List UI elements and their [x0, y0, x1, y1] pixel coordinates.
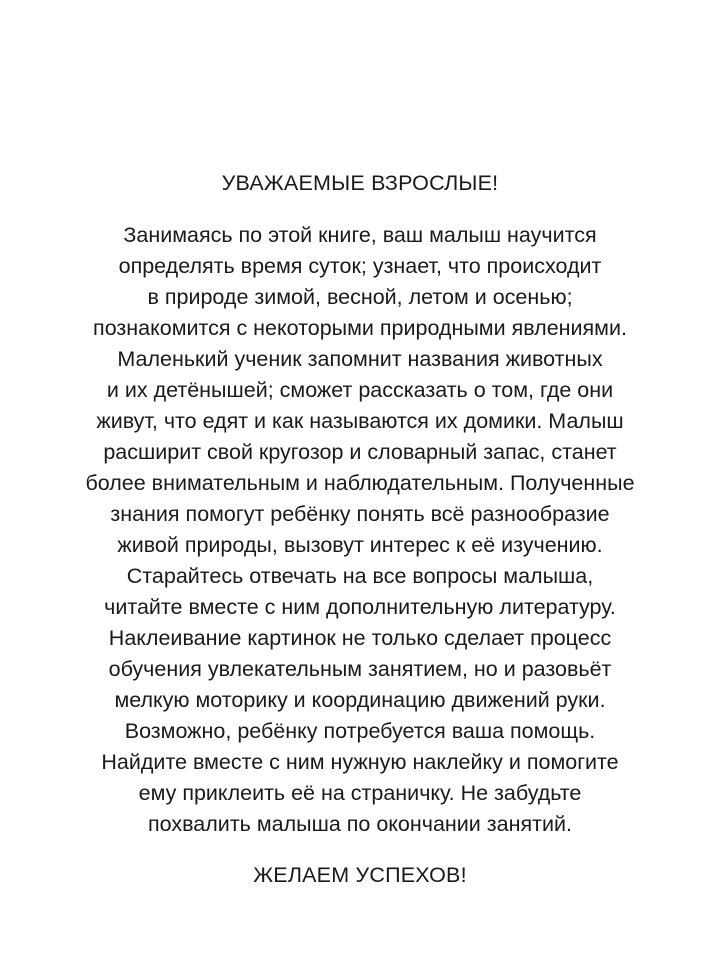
body-line: определять время суток; узнает, что происходит [118, 254, 602, 278]
body-line: более внимательным и наблюдательным. Полученные [85, 471, 635, 495]
body-line: и их детёнышей; сможет рассказать о том, где они [106, 378, 614, 402]
body-line: познакомится с некоторыми природными явлениями. [93, 316, 627, 340]
body-line: Наклеивание картинок не только сделает процесс [108, 626, 612, 650]
body-paragraph [0, 220, 720, 840]
page-heading: УВАЖАЕМЫЕ ВЗРОСЛЫЕ! [221, 171, 499, 195]
page-content [0, 168, 720, 891]
body-line: Возможно, ребёнку потребуется ваша помощь. [124, 719, 596, 743]
body-line: обучения увлекательным занятием, но и разовьёт [108, 657, 612, 681]
body-line: ему приклеить её на страничку. Не забудьте [138, 781, 582, 805]
body-line: расширит свой кругозор и словарный запас, станет [103, 440, 617, 464]
closing-heading: ЖЕЛАЕМ УСПЕХОВ! [253, 863, 467, 887]
body-line: Маленький ученик запомнит названия животных [117, 347, 603, 371]
body-line: похвалить малыша по окончании занятий. [148, 812, 572, 836]
body-line: в природе зимой, весной, летом и осенью; [147, 285, 573, 309]
body-line: Найдите вместе с ним нужную наклейку и помогите [101, 750, 619, 774]
body-line: живут, что едят и как называются их домики. Малыш [96, 409, 624, 433]
body-line: читайте вместе с ним дополнительную литературу. [104, 595, 616, 619]
body-line: мелкую моторику и координацию движений руки. [114, 688, 606, 712]
body-line: Занимаясь по этой книге, ваш малыш научится [123, 223, 597, 247]
body-line: знания помогут ребёнку понять всё разнообразие [110, 502, 610, 526]
body-line: живой природы, вызовут интерес к её изучению. [117, 533, 603, 557]
body-line: Старайтесь отвечать на все вопросы малыша, [126, 564, 594, 588]
